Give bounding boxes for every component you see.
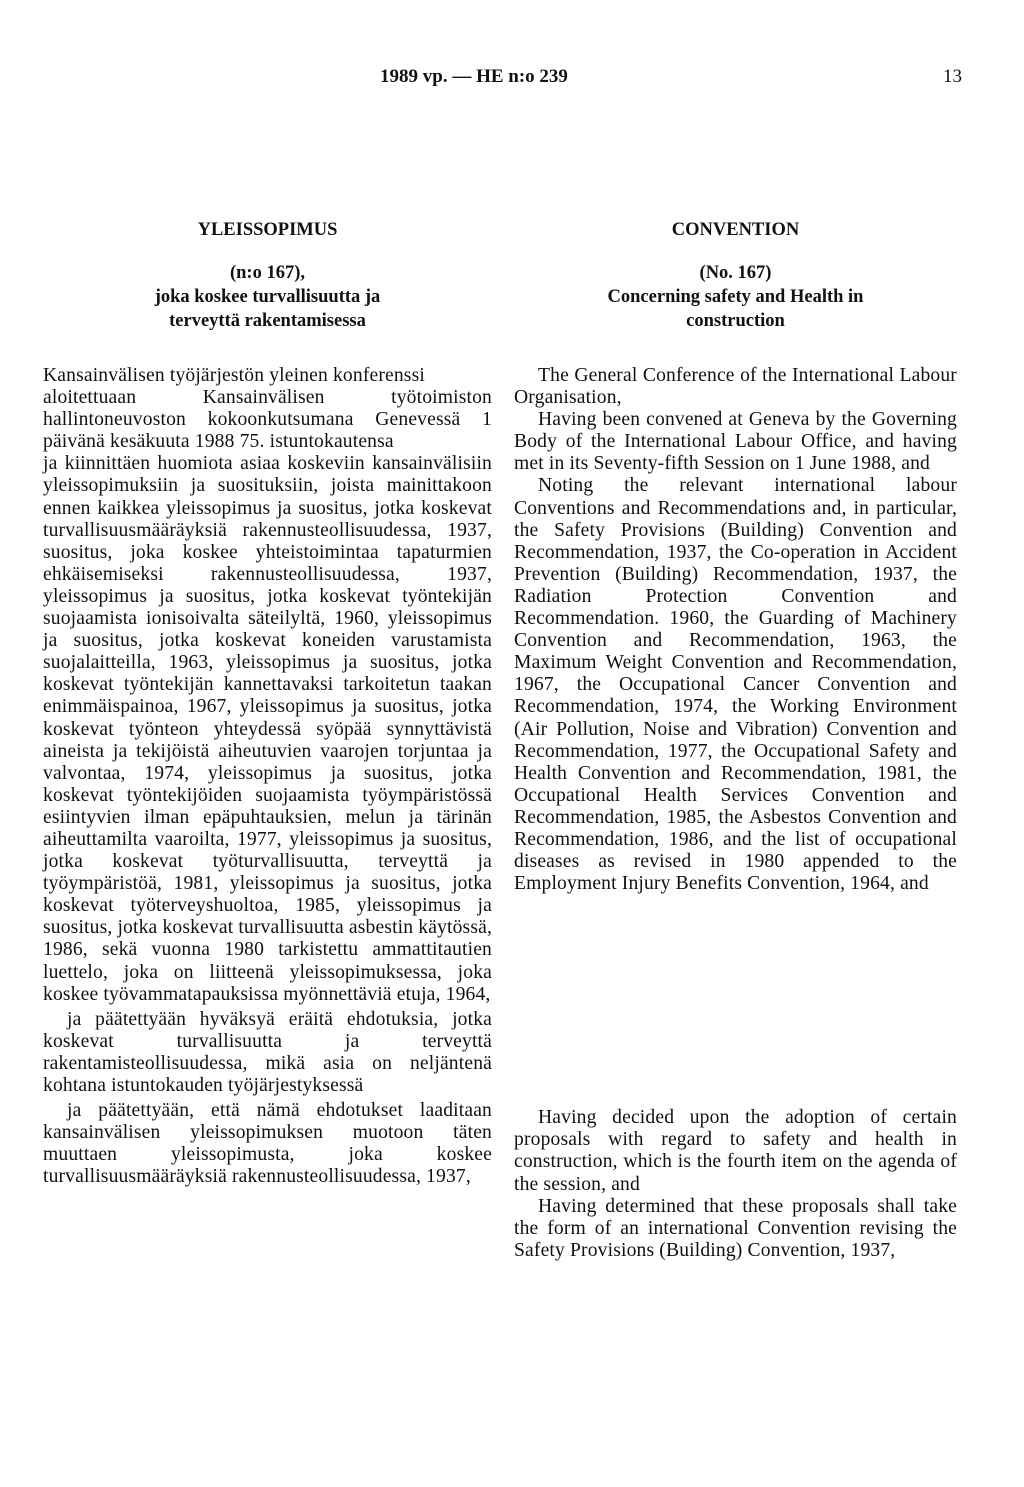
finnish-column	[43, 218, 492, 1188]
english-subtitle-line-1: (No. 167)	[699, 263, 772, 283]
finnish-paragraph-4: ja päätettyään hyväksyä eräitä ehdotuksia, jotka koskevat turvallisuutta ja terveyttä rakentamisteollisuudessa, mikä asia on neljäntenä kohtana istuntokauden työjärjestyksessä	[43, 1008, 492, 1096]
finnish-subtitle-line-3: terveyttä rakentamisessa	[169, 311, 366, 331]
finnish-subtitle-line-1: (n:o 167),	[229, 263, 306, 283]
page-number: 13	[943, 66, 962, 87]
english-paragraph-3: Noting the relevant international labour Conventions and Recommendations and, in particular, the Safety Provisions (Building) Convention and Recommendation, 1937, the Co-operation in Accident Prevention (Building) Recommendation, 1937, the Radiation Protection Convention and Recommendation. 1960, the Guarding of Machinery Convention and Recommendation, 1963, the Maximum Weight Convention and Recommendation, 1967, the Occupational Cancer Convention and Recommendation, 1974, the Working Environment (Air Pollution, Noise and Vibration) Convention and Recommendation, 1977, the Occupational Safety and Health Convention and Recommendation, 1981, the Occupational Health Services Convention and Recommendation, 1985, the Asbestos Convention and Recommendation, 1986, and the list of occupational diseases as revised in 1980 appended to the Employment Injury Benefits Convention, 1964, and	[514, 475, 957, 895]
english-subtitle-line-3: construction	[686, 311, 785, 331]
english-heading	[514, 218, 957, 333]
running-header	[0, 66, 1024, 96]
finnish-title: YLEISSOPIMUS	[197, 220, 338, 240]
finnish-subtitle-line-2: joka koskee turvallisuutta ja	[154, 287, 381, 307]
english-paragraph-4: Having decided upon the adoption of certain proposals with regard to safety and health in construction, which is the fourth item on the agenda of the session, and	[514, 1107, 957, 1195]
finnish-paragraph-1: Kansainvälisen työjärjestön yleinen konferenssi	[43, 365, 425, 386]
finnish-paragraph-3: ja kiinnittäen huomiota asiaa koskeviin kansainvälisiin yleissopimuksiin ja suosituksiin, joista mainittakoon ennen kaikkea yleissopimus ja suositus, jotka koskevat turvallisuusmääräyksiä rakennusteollisuudessa, 1937, suositus, joka koskee yhteistoimintaa tapaturmien ehkäisemiseksi rakennusteollisuudessa, 1937, yleissopimus ja suositus, jotka koskevat työntekijän suojaamista ionisoivalta säteilyltä, 1960, yleissopimus ja suositus, jotka koskevat koneiden varustamista suojalaitteilla, 1963, yleissopimus ja suositus, jotka koskevat työntekijän kannettavaksi tarkoitetun taakan enimmäispainoa, 1967, yleissopimus ja suositus, jotka koskevat työnteon yhteydessä syöpää synnyttävistä aineista ja tekijöistä aiheutuvien vaarojen torjuntaa ja valvontaa, 1974, yleissopimus ja suositus, jotka koskevat työntekijöiden suojaamista työympäristössä esiintyvien ilman epäpuhtauksien, melun ja tärinän aiheuttamilta vaaroilta, 1977, yleissopimus ja suositus, jotka koskevat työturvallisuutta, terveyttä ja työympäristöä, 1981, yleissopimus ja suositus, jotka koskevat työterveyshuoltoa, 1985, yleissopimus ja suositus, jotka koskevat turvallisuutta asbestin käytössä, 1986, sekä vuonna 1980 tarkistettu ammattitautien luettelo, joka on liitteenä yleissopimuksessa, joka koskee työvammatapauksissa myönnettäviä etuja, 1964,	[43, 453, 492, 1005]
running-title: 1989 vp. — HE n:o 239	[380, 66, 568, 87]
english-paragraph-2: Having been convened at Geneva by the Governing Body of the International Labour Office, and having met in its Seventy-fifth Session on 1 June 1988, and	[514, 409, 957, 475]
finnish-heading	[43, 218, 492, 333]
finnish-paragraph-2: aloitettuaan Kansainvälisen työtoimiston hallintoneuvoston kokoonkutsumana Genevessä 1 päivänä kesäkuuta 1988 75. istuntokautensa	[43, 387, 492, 453]
english-body	[514, 365, 957, 1262]
english-paragraph-1: The General Conference of the International Labour Organisation,	[514, 365, 957, 409]
english-subtitle-line-2: Concerning safety and Health in	[607, 287, 864, 307]
english-paragraph-5: Having determined that these proposals shall take the form of an international Convention revising the Safety Provisions (Building) Convention, 1937,	[514, 1195, 957, 1261]
english-column	[514, 218, 957, 1262]
finnish-paragraph-5: ja päätettyään, että nämä ehdotukset laaditaan kansainvälisen yleissopimuksen muotoon täten muuttaen yleissopimusta, joka koskee turvallisuusmääräyksiä rakennusteollisuudessa, 1937,	[43, 1100, 492, 1188]
english-title: CONVENTION	[671, 220, 800, 240]
finnish-body	[43, 365, 492, 1188]
